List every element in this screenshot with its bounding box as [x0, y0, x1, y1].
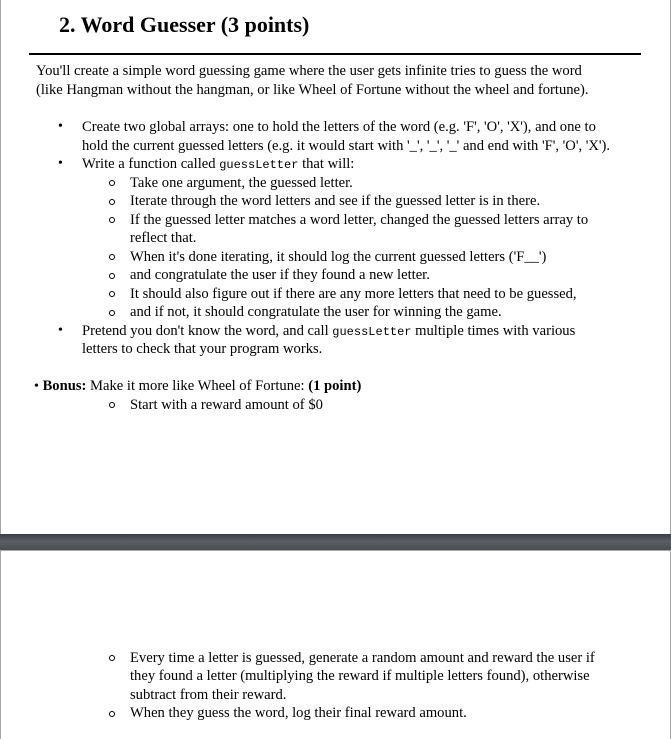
sub-item-continued: reflect that. — [130, 230, 197, 246]
function-name-code: guessLetter — [332, 324, 412, 339]
sub-bullet-circle — [109, 402, 115, 408]
bullet-dot: • — [58, 322, 63, 338]
sub-item: When it's done iterating, it should log the current guessed letters ('F__') — [130, 248, 547, 265]
bullet-3-pre: Pretend you don't know the word, and call — [82, 322, 329, 339]
intro-line-1: You'll create a simple word guessing game where the user gets infinite tries to guess the word — [36, 63, 582, 79]
bonus-sub-item-continued: subtract from their reward. — [130, 686, 287, 703]
bullet-dot: • — [34, 379, 39, 394]
bonus-text: Make it more like Wheel of Fortune: — [90, 378, 305, 394]
bullet-dot: • — [58, 156, 63, 171]
bullet-1-line-1: Create two global arrays: one to hold the letters of the word (e.g. 'F', 'O', 'X'), and one to — [82, 119, 596, 135]
sub-bullet-circle — [109, 199, 115, 205]
sub-bullet-circle — [109, 310, 115, 316]
sub-bullet-circle — [109, 291, 115, 297]
bullet-3-post: multiple times with various — [415, 322, 576, 339]
bullet-dot: • — [58, 119, 63, 134]
bullet-3-line-1 — [82, 322, 575, 342]
sub-item: Take one argument, the guessed letter. — [130, 174, 353, 191]
intro-line-2: (like Hangman without the hangman, or like Wheel of Fortune without the wheel and fortune). — [36, 81, 589, 98]
document-page-2 — [0, 550, 671, 739]
sub-item: If the guessed letter matches a word letter, changed the guessed letters array to — [130, 211, 589, 228]
bullet-2-line — [82, 155, 354, 175]
bullet-1-line-2: hold the current guessed letters (e.g. it would start with '_', '_', '_' and end with 'F', 'O', 'X'). — [82, 137, 611, 154]
sub-item: and congratulate the user if they found a new letter. — [130, 267, 430, 283]
bonus-sub-item-continued: they found a letter (multiplying the reward if multiple letters found), otherwise — [130, 668, 590, 684]
sub-bullet-circle — [109, 217, 115, 223]
bullet-2-pre: Write a function called — [82, 156, 216, 172]
bonus-points: (1 point) — [308, 378, 362, 394]
sub-item: It should also figure out if there are any more letters that need to be guessed, — [130, 285, 577, 302]
bonus-line — [34, 377, 361, 397]
sub-item: and if not, it should congratulate the user for winning the game. — [130, 304, 502, 320]
page-break-gap — [0, 534, 671, 550]
bonus-label: Bonus: — [42, 378, 87, 394]
bullet-3-line-2: letters to check that your program works. — [82, 341, 323, 357]
sub-bullet-circle — [109, 273, 115, 279]
bonus-sub-item: When they guess the word, log their final reward amount. — [130, 705, 467, 721]
section-heading: 2. Word Guesser (3 points) — [59, 12, 310, 37]
sub-bullet-circle — [109, 711, 115, 717]
function-name-code: guessLetter — [219, 158, 299, 172]
sub-bullet-circle — [109, 655, 115, 661]
bonus-sub-item: Every time a letter is guessed, generate a random amount and reward the user if — [130, 649, 595, 666]
bonus-sub-item: Start with a reward amount of $0 — [130, 396, 323, 413]
bullet-2-post: that will: — [302, 156, 355, 172]
sub-item: Iterate through the word letters and see if the guessed letter is in there. — [130, 193, 541, 209]
sub-bullet-circle — [109, 180, 115, 186]
sub-bullet-circle — [109, 254, 115, 260]
heading-rule — [29, 53, 641, 55]
